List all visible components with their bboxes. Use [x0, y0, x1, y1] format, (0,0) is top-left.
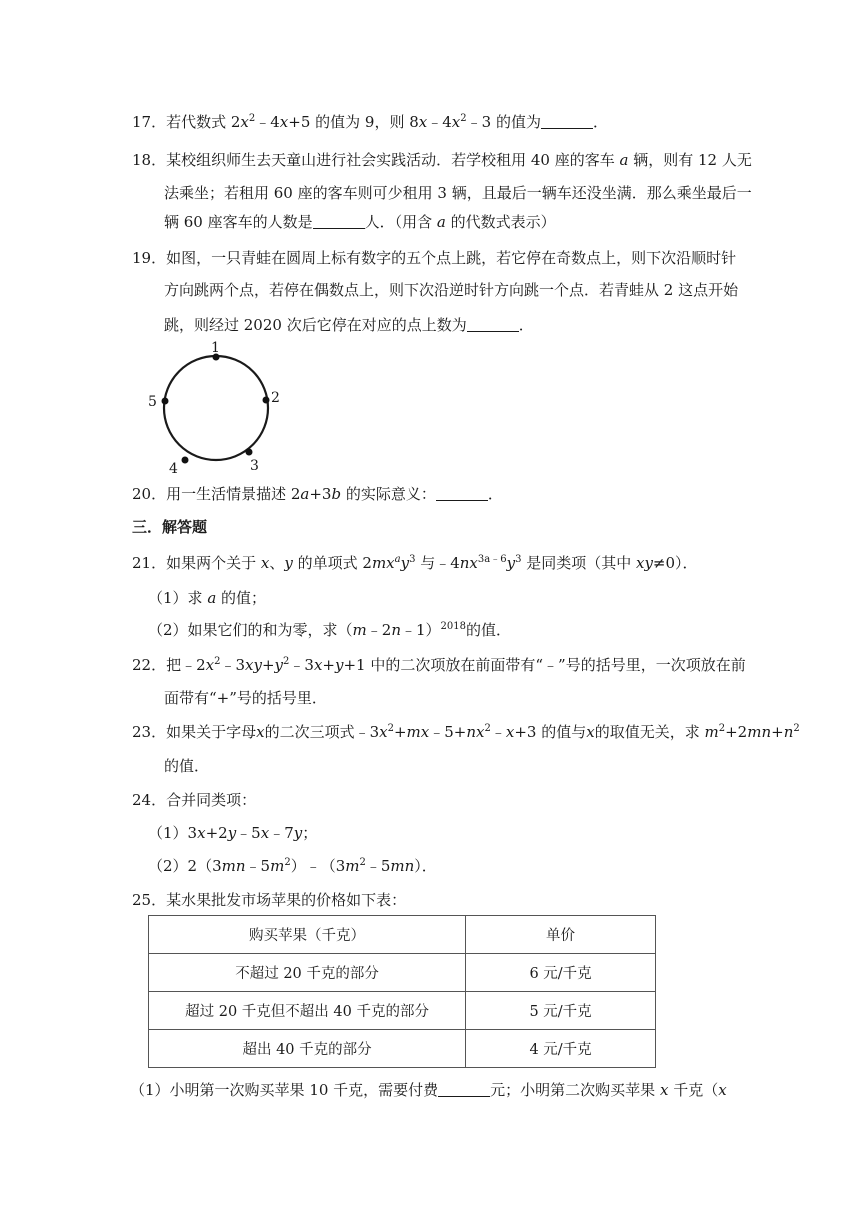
point-label-5: 5 [148, 394, 157, 410]
answer-blank[interactable] [313, 214, 365, 229]
section-heading: 三．解答题 [132, 518, 208, 536]
table-cell: 6 元/千克 [466, 954, 656, 992]
table-header-cell: 购买苹果（千克） [149, 916, 466, 954]
question-24: 24．合并同类项： [132, 791, 257, 809]
question-19-line-2: 方向跳两个点，若停在偶数点上，则下次沿逆时针方向跳一个点．若青蛙从 2 这点开始 [164, 281, 739, 299]
question-22-line-1: 22．把$﹣2x^2﹣3xy+y^2﹣3x+y+1$ 中的二次项放在前面带有“﹣”号的括号里，一次项放在前 [132, 656, 746, 674]
circle-outline [164, 356, 268, 460]
question-24-part-1: （1）3x+2y﹣5x﹣7y； [148, 824, 318, 842]
frog-circle-figure [148, 336, 290, 477]
table-header-cell: 单价 [466, 916, 656, 954]
question-18-line-2: 法乘坐；若租用 60 座的客车则可少租用 3 辆，且最后一辆车还没坐满．那么乘坐最后一 [164, 184, 752, 202]
question-24-part-2: $(2)2(3mn﹣5m^2)﹣(3m^2﹣5mn)$． [148, 857, 437, 875]
table-cell: 超过 20 千克但不超出 40 千克的部分 [149, 992, 466, 1030]
point-label-3: 3 [250, 458, 259, 474]
question-25: 25．某水果批发市场苹果的价格如下表： [132, 891, 407, 909]
question-23-line-1: 23．如果关于字母x的二次三项式$﹣3x^2+mx﹣5+nx^2﹣x+3$ 的值与x的取值无关，求 $m^2+2mn+n^2$ [132, 723, 800, 741]
table-row [149, 992, 656, 1030]
answer-blank[interactable] [438, 1082, 490, 1097]
table-header-row [149, 916, 656, 954]
point-3 [246, 449, 253, 456]
point-4 [182, 457, 189, 464]
question-20: 20．用一生活情景描述 2a+3b 的实际意义： ． [132, 485, 503, 503]
question-25-part-1: （1）小明第一次购买苹果 10 千克，需要付费 元；小明第二次购买苹果 x 千克（x [130, 1081, 727, 1099]
question-21-part-2: （2）如果它们的和为零，求（m﹣2n﹣1）$^{2018}$的值． [148, 621, 512, 639]
point-5 [162, 398, 169, 405]
question-18-line-1: 18．某校组织师生去天童山进行社会实践活动．若学校租用 40 座的客车 a 辆，则有 12 人无 [132, 151, 752, 169]
table-cell: 超出 40 千克的部分 [149, 1030, 466, 1068]
answer-blank[interactable] [436, 486, 488, 501]
table-cell: 5 元/千克 [466, 992, 656, 1030]
point-label-2: 2 [271, 390, 280, 406]
price-table [148, 915, 656, 1068]
table-row [149, 954, 656, 992]
question-21: 21．如果两个关于 x、y 的单项式 $2mx^ay^3$ 与$﹣4nx^{3a﹣6}y^3$ 是同类项（其中 xy≠0）． [132, 554, 698, 572]
question-22-line-2: 面带有“+”号的括号里． [164, 689, 327, 707]
question-18-line-3: 辆 60 座客车的人数是 人．（用含 a 的代数式表示） [164, 213, 556, 231]
table-cell: 不超过 20 千克的部分 [149, 954, 466, 992]
answer-blank[interactable] [467, 317, 519, 332]
question-19-line-1: 19．如图，一只青蛙在圆周上标有数字的五个点上跳，若它停在奇数点上，则下次沿顺时针 [132, 249, 737, 267]
table-cell: 4 元/千克 [466, 1030, 656, 1068]
point-label-4: 4 [169, 461, 178, 477]
table-row [149, 1030, 656, 1068]
point-2 [263, 397, 270, 404]
answer-blank[interactable] [541, 114, 593, 129]
point-label-1: 1 [211, 340, 220, 356]
question-23-line-2: 的值． [164, 757, 210, 775]
question-19-line-3: 跳，则经过 2020 次后它停在对应的点上数为 ． [164, 316, 534, 334]
question-21-part-1: （1）求 a 的值； [148, 589, 267, 607]
question-17: 17．若代数式 $2x^2﹣4x+5$ 的值为 9，则 $8x﹣4x^2﹣3$ 的值为 ． [132, 113, 608, 131]
